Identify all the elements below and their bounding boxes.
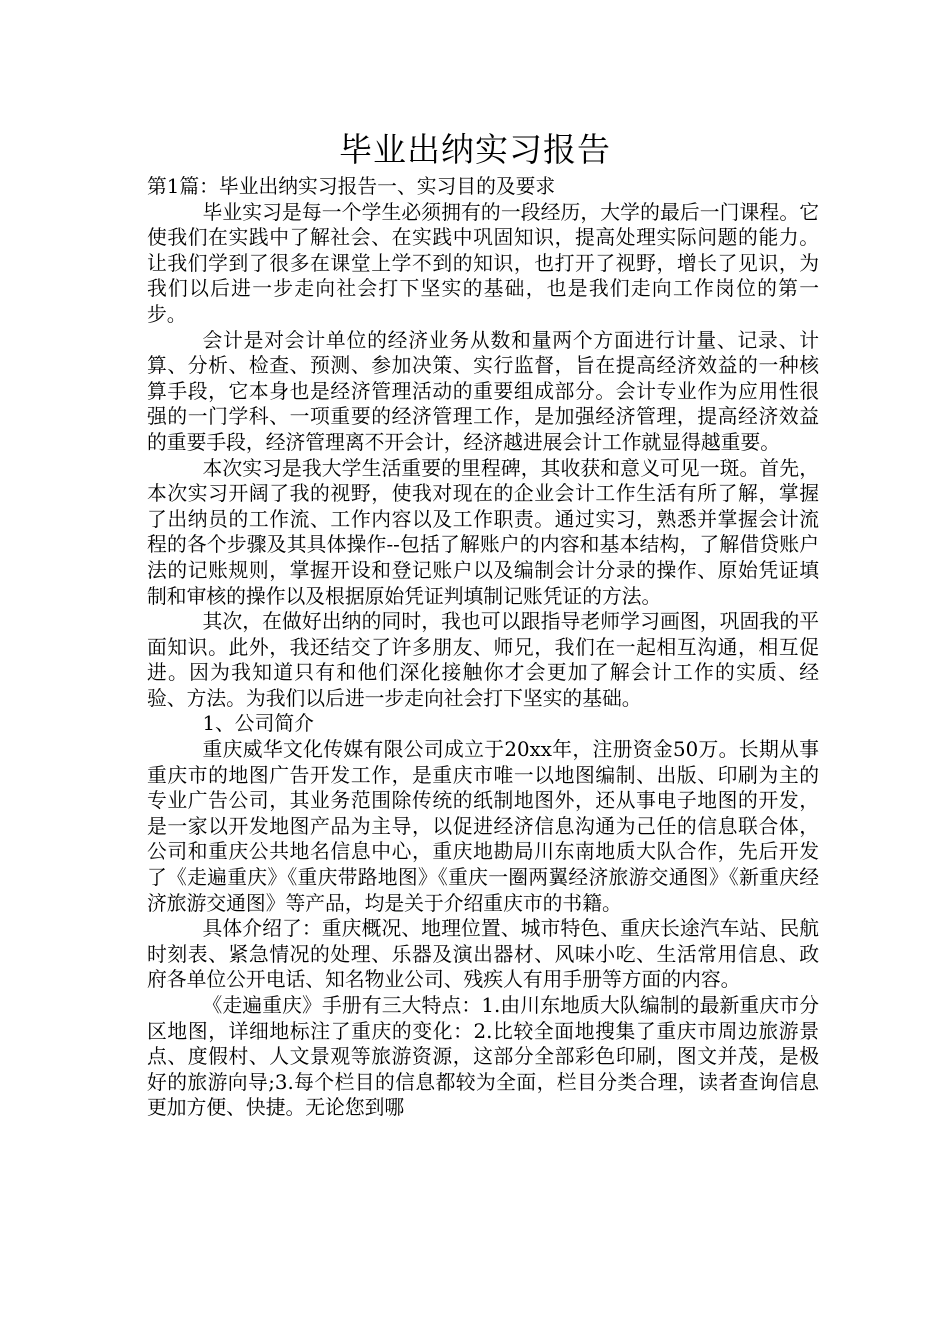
document-title: 毕业出纳实习报告 [339,130,611,169]
paragraph-handbook-features: 《走遍重庆》手册有三大特点：1.由川东地质大队编制的最新重庆市分区地图，详细地标注了重庆的变化：2.比较全面地搜集了重庆市周边旅游景点、度假村、人文景观等旅游资源，这部分全部彩色印刷，图文并茂，是极好的旅游向导;3.每个栏目的信息都较为全面，栏目分类合理，读者查询信息更加方便、快捷。无论您到哪 [147,994,819,1120]
section-heading-company-intro: 1、公司简介 [202,712,314,736]
paragraph-secondly: 其次，在做好出纳的同时，我也可以跟指导老师学习画图，巩固我的平面知识。此外，我还结交了许多朋友、师兄，我们在一起相互沟通，相互促进。因为我知道只有和他们深化接触你才会更加了解会计工作的实质、经验、方法。为我们以后进一步走向社会打下坚实的基础。 [147,610,819,710]
document-body [147,174,819,1121]
paragraph-specific-introduction: 具体介绍了：重庆概况、地理位置、城市特色、重庆长途汽车站、民航时刻表、紧急情况的处理、乐器及演出器材、风味小吃、生活常用信息、政府各单位公开电话、知名物业公司、残疾人有用手册等方面的内容。 [147,917,819,992]
paragraph-internship-gains: 本次实习是我大学生活重要的里程碑，其收获和意义可见一斑。首先，本次实习开阔了我的视野，使我对现在的企业会计工作生活有所了解，掌握了出纳员的工作流、工作内容以及工作职责。通过实习，熟悉并掌握会计流程的各个步骤及其具体操作--包括了解账户的内容和基本结构，了解借贷账户法的记账规则，掌握开设和登记账户以及编制会计分录的操作、原始凭证填制和审核的操作以及根据原始凭证判填制记账凭证的方法。 [147,456,819,608]
paragraph-internship-purpose: 毕业实习是每一个学生必须拥有的一段经历，大学的最后一门课程。它使我们在实践中了解社会、在实践中巩固知识，提高处理实际问题的能力。让我们学到了很多在课堂上学不到的知识，也打开了视野，增长了见识，为我们以后进一步走向社会打下坚实的基础，也是我们走向工作岗位的第一步。 [147,200,819,326]
paragraph-company-overview: 重庆威华文化传媒有限公司成立于20xx年，注册资金50万。长期从事重庆市的地图广告开发工作，是重庆市唯一以地图编制、出版、印刷为主的专业广告公司，其业务范围除传统的纸制地图外，还从事电子地图的开发，是一家以开发地图产品为主导，以促进经济信息沟通为己任的信息联合体，公司和重庆公共地名信息中心，重庆地勘局川东南地质大队合作，先后开发了《走遍重庆》《重庆带路地图》《重庆一圈两翼经济旅游交通图》《新重庆经济旅游交通图》等产品，均是关于介绍重庆市的书籍。 [147,738,819,915]
paragraph-accounting-definition: 会计是对会计单位的经济业务从数和量两个方面进行计量、记录、计算、分析、检查、预测、参加决策、实行监督，旨在提高经济效益的一种核算手段，它本身也是经济管理活动的重要组成部分。会计专业作为应用性很强的一门学科、一项重要的经济管理工作，是加强经济管理，提高经济效益的重要手段，经济管理离不开会计，经济越进展会计工作就显得越重要。 [147,328,819,454]
section-heading-chapter-1: 第1篇：毕业出纳实习报告一、实习目的及要求 [147,175,556,198]
